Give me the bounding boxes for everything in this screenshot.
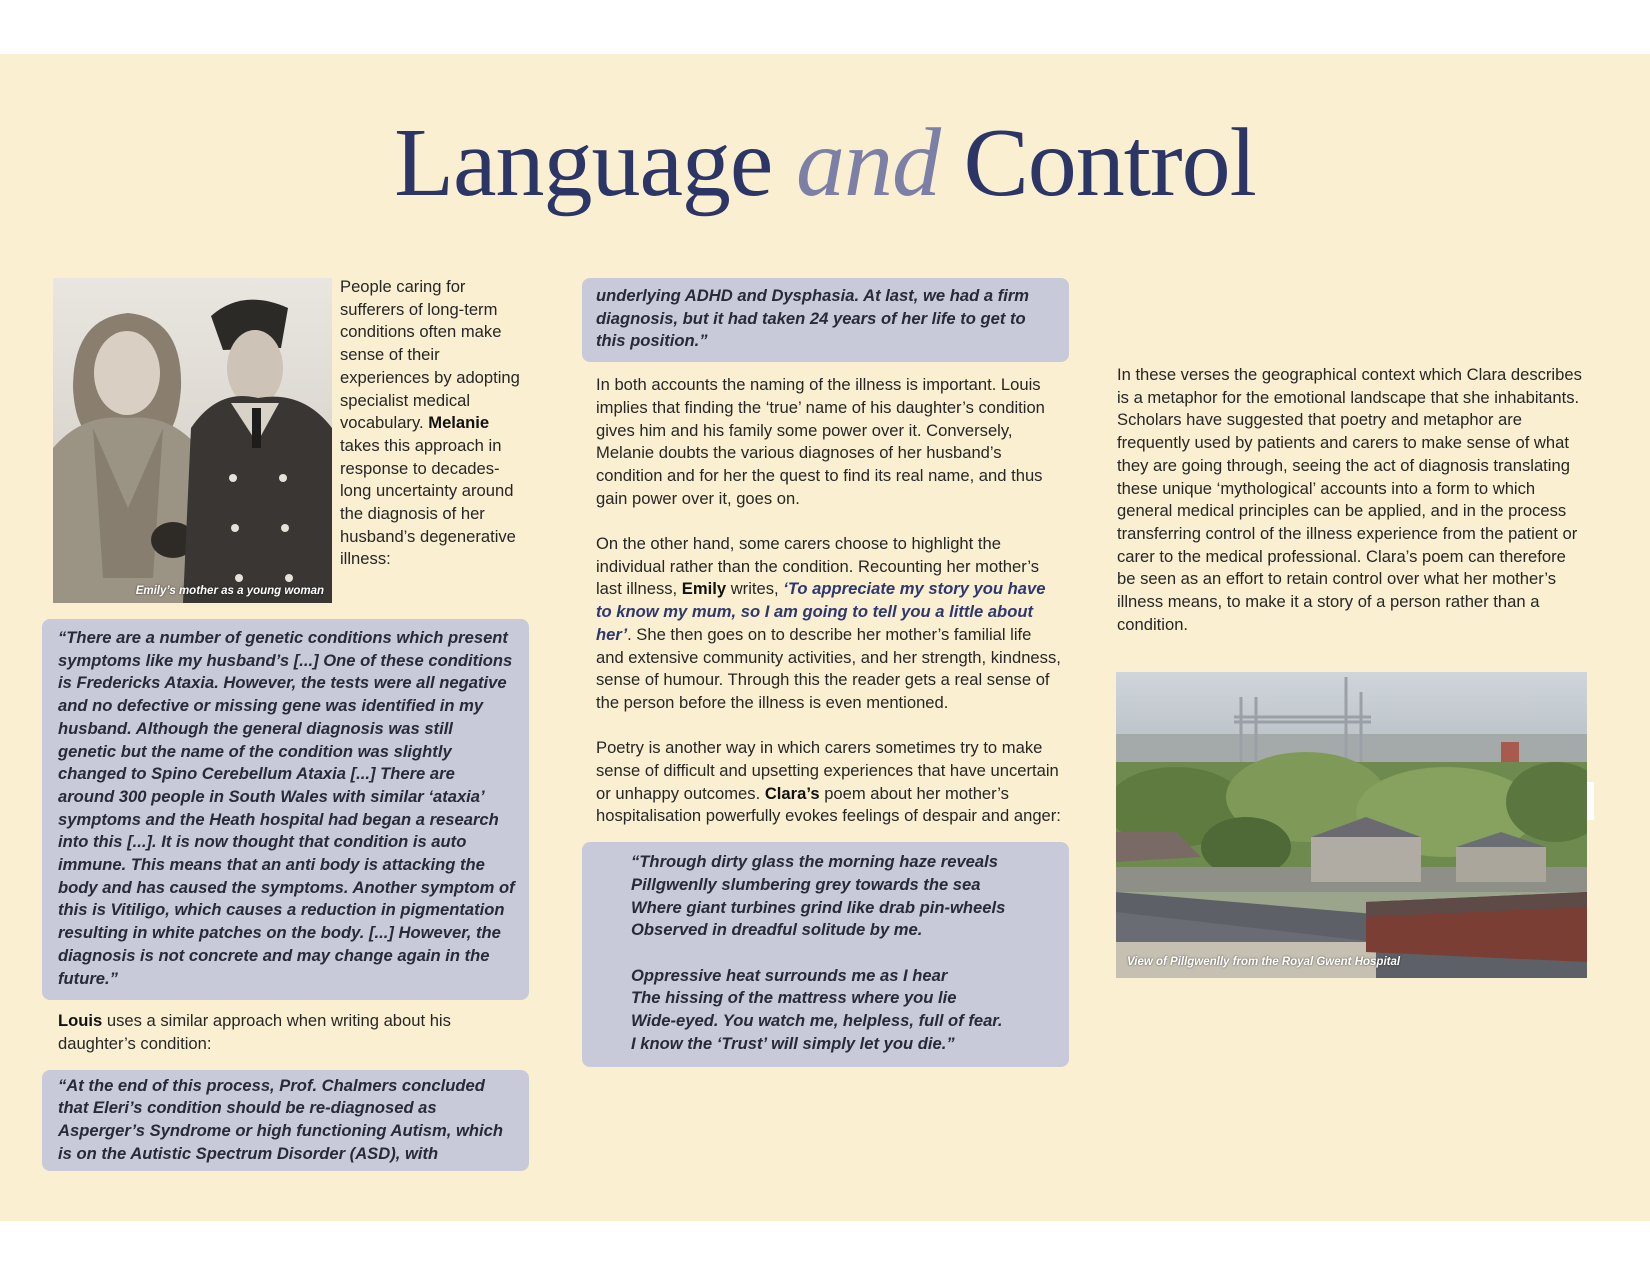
pillgwenlly-photo xyxy=(1116,672,1587,978)
poem-line: Observed in dreadful solitude by me. xyxy=(631,920,923,940)
naming-paragraph: In both accounts the naming of the illness is important. Louis implies that finding the ‘true’ name of his daughter’s condition gives him and his family some power over it. Conversely, Melanie doubts the various diagnoses of her husband’s condition and for her the quest to find its real name, and thus gain power over it, goes on. xyxy=(596,375,1045,508)
title-word-and: and xyxy=(795,109,940,217)
poem-line: Where giant turbines grind like drab pin-wheels xyxy=(631,897,1006,917)
louis-quote-box-end xyxy=(582,278,1069,362)
title-word-control: Control xyxy=(963,109,1256,217)
intro-text-continued: takes this approach in response to decades-long uncertainty around the diagnosis of her husband’s degenerative illness: xyxy=(340,435,516,569)
couple-photo xyxy=(53,278,332,603)
metaphor-paragraph: In these verses the geographical context which Clara describes is a metaphor for the emotional landscape that she inhabitants. Scholars have suggested that poetry and metaphor are frequently used by patients and carers to make sense of what they are going through, seeing the act of diagnosis translating these unique ‘mythological’ accounts into a form to which general medical principles can be applied, and in the process transferring control of the illness experience from the patient or carer to the medical professional. Clara’s poem can therefore be seen as an effort to retain control over what her mother’s illness means, to make it a story of a person rather than a condition. xyxy=(1117,365,1582,634)
louis-intro-text: uses a similar approach when writing about his daughter’s condition: xyxy=(58,1011,451,1053)
emily-paragraph xyxy=(596,533,1061,715)
column3-text xyxy=(1116,364,1587,636)
louis-quote-start-text: “At the end of this process, Prof. Chalmers concluded that Eleri’s condition should be re-diagnosed as Asperger’s Syndrome or high functioning Autism, which is on the Autistic Spectrum Disorder (ASD), with xyxy=(58,1075,504,1163)
melanie-quote-text: “There are a number of genetic conditions which present symptoms like my husband’s [...] One of these conditions is Fredericks Ataxia. However, the tests were all negative and no defective or missing gene was identified in my husband. Although the general diagnosis was still genetic but the name of the condition was slightly changed to Spino Cerebellum Ataxia [...] There are around 300 people in South Wales with similar ‘ataxia’ symptoms and the Heath hospital had began a research into this [...]. It is now thought that condition is auto immune. This means that an anti body is attacking the body and has caused the symptoms. Another symptom of this is Vitiligo, which causes a reduction in pigmentation resulting in white patches on the body. [...] However, the diagnosis is not concrete and may change again in the future.” xyxy=(58,628,515,988)
poem-box xyxy=(582,842,1069,1067)
pillgwenlly-photo-caption: View of Pillgwenlly from the Royal Gwent Hospital xyxy=(1127,956,1401,969)
emily-name: Emily xyxy=(681,579,727,599)
page-title xyxy=(0,108,1650,218)
couple-photo-caption: Emily’s mother as a young woman xyxy=(135,585,324,597)
louis-quote-box-start xyxy=(42,1070,529,1172)
poetry-paragraph-text: Poetry is another way in which carers sometimes try to make sense of difficult and upsetting experiences that have uncertain or unhappy outcomes. xyxy=(596,738,1059,803)
column1-top-row xyxy=(42,278,529,603)
louis-intro-paragraph xyxy=(42,1010,529,1055)
couple-photo-image xyxy=(53,278,332,603)
pillgwenlly-photo-wrap xyxy=(1116,672,1594,978)
melanie-quote-box xyxy=(42,619,529,1000)
column-3 xyxy=(1116,364,1594,978)
column-1 xyxy=(42,278,529,1171)
poem-line: Oppressive heat surrounds me as I hear xyxy=(631,965,948,985)
intro-text: People caring for sufferers of long-term conditions often make sense of their experiences by adopting specialist medical vocabulary. xyxy=(340,277,520,433)
poem-line: Wide-eyed. You watch me, helpless, full of fear. xyxy=(631,1011,1003,1031)
poetry-paragraph-continued: poem about her mother’s hospitalisation powerfully evokes feelings of despair and anger: xyxy=(596,783,1061,826)
pillgwenlly-photo-image xyxy=(1116,672,1587,978)
emily-paragraph-text: On the other hand, some carers choose to highlight the individual rather than the condition. Recounting her mother’s last illness, xyxy=(596,534,1040,599)
poem-stanza-1 xyxy=(631,851,1059,942)
intro-name-melanie: Melanie xyxy=(428,413,490,433)
poetry-paragraph xyxy=(596,737,1061,828)
louis-quote-end-text: underlying ADHD and Dysphasia. At last, we had a firm diagnosis, but it had taken 24 years of her life to get to this position.” xyxy=(596,286,1030,351)
poem-line: “Through dirty glass the morning haze reveals xyxy=(631,852,998,872)
louis-name: Louis xyxy=(58,1011,103,1031)
intro-paragraph xyxy=(340,276,529,571)
emily-paragraph-continued: . She then goes on to describe her mother’s familial life and extensive community activities, and her strength, kindness, sense of humour. Through this the reader gets a real sense of the person before the illness is even mentioned. xyxy=(596,624,1061,712)
poem-line: The hissing of the mattress where you lie xyxy=(631,988,957,1008)
emily-writes: writes, xyxy=(730,579,779,599)
poem-line: I know the ‘Trust’ will simply let you die.” xyxy=(631,1033,955,1053)
column2-text xyxy=(582,374,1069,828)
clara-name: Clara’s xyxy=(764,783,820,803)
poem-line: Pillgwenlly slumbering grey towards the sea xyxy=(631,874,981,894)
column-2 xyxy=(582,278,1069,1067)
poem-stanza-2 xyxy=(631,965,1059,1056)
emily-quote: ‘To appreciate my story you have to know my mum, so I am going to tell you a little about her’ xyxy=(596,579,1046,644)
title-word-language: Language xyxy=(394,109,773,217)
photo-edge-tab xyxy=(1587,782,1594,820)
